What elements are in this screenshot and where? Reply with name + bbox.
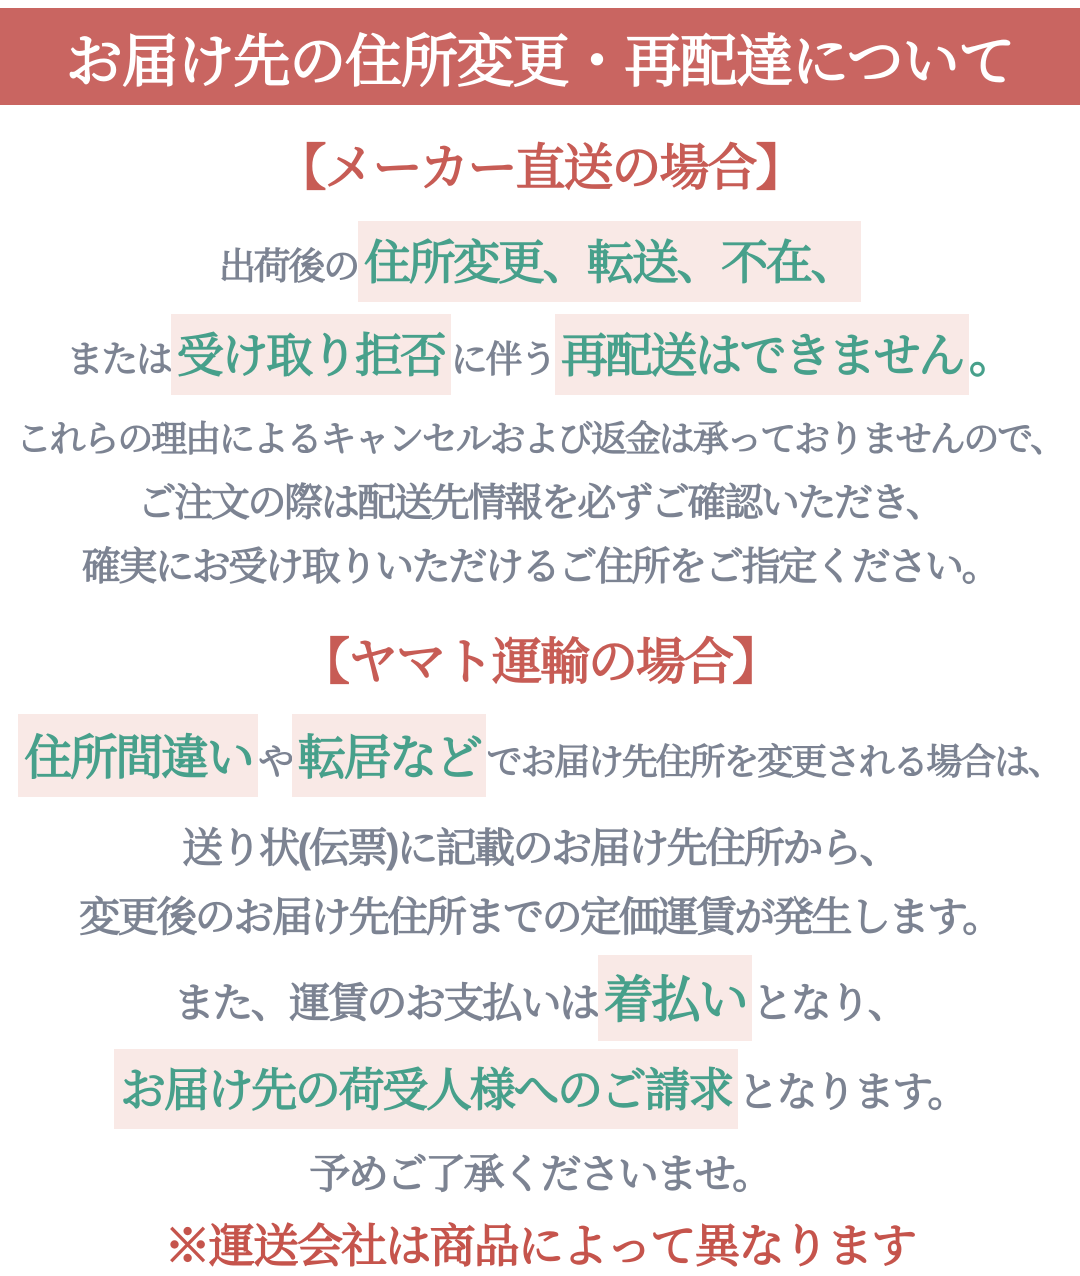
line-cash-on-delivery — [174, 955, 907, 1041]
text-segment-highlighted: 住所変更、転送、不在、 — [358, 221, 861, 302]
text-segment-highlighted: 受け取り拒否 — [171, 314, 451, 395]
text-segment: 送り状(伝票)に記載のお届け先住所から、 — [181, 825, 899, 871]
line-refusal-redelivery — [66, 314, 1013, 395]
line-address-change-forwarding — [219, 221, 861, 302]
text-segment: 。 — [968, 329, 1014, 382]
line-wrong-address-move — [18, 714, 1062, 797]
text-segment: また、運賃のお支払いは — [173, 980, 598, 1026]
line-confirm-shipping-info — [138, 472, 943, 528]
footer-note: ※運送会社は商品によって異なります — [164, 1220, 916, 1272]
text-segment: となります。 — [737, 1069, 966, 1115]
text-segment: 予めご了承くださいませ。 — [309, 1151, 771, 1197]
text-segment: 出荷後の — [218, 246, 358, 287]
text-segment: でお届け先住所を変更される場合は、 — [486, 741, 1062, 782]
text-segment-highlighted: 転居など — [292, 714, 486, 797]
line-fare-occurs — [79, 884, 1001, 943]
text-segment-highlighted: お届け先の荷受人様へのご請求 — [114, 1049, 738, 1129]
text-segment: 確実にお受け取りいただけるご住所をご指定ください。 — [81, 546, 999, 589]
text-segment: または — [66, 339, 171, 380]
line-from-invoice-address — [182, 815, 898, 874]
line-no-cancel-refund — [16, 411, 1064, 462]
text-segment: に伴う — [450, 339, 556, 380]
text-segment-highlighted: 再配送はできません — [555, 314, 969, 395]
title-banner — [0, 8, 1080, 105]
text-segment: 変更後のお届け先住所までの定価運賃が発生します。 — [79, 894, 1001, 940]
text-segment: ご注文の際は配送先情報を必ずご確認いただき、 — [137, 482, 943, 525]
section-heading-yamato: 【ヤマト運輸の場合】 — [300, 634, 780, 690]
page-title: お届け先の住所変更・再配達について — [65, 29, 1015, 94]
text-segment: となり、 — [752, 980, 907, 1026]
text-segment-highlighted: 着払い — [598, 955, 753, 1041]
line-understanding — [309, 1141, 770, 1200]
line-billed-to-recipient — [114, 1049, 966, 1129]
text-segment-highlighted: 住所間違い — [18, 714, 258, 797]
line-specify-address — [82, 536, 999, 592]
section-heading-maker-direct: 【メーカー直送の場合】 — [276, 140, 804, 196]
text-segment: これらの理由によるキャンセルおよび返金は承っておりませんので、 — [15, 418, 1065, 459]
text-segment: や — [258, 741, 293, 782]
